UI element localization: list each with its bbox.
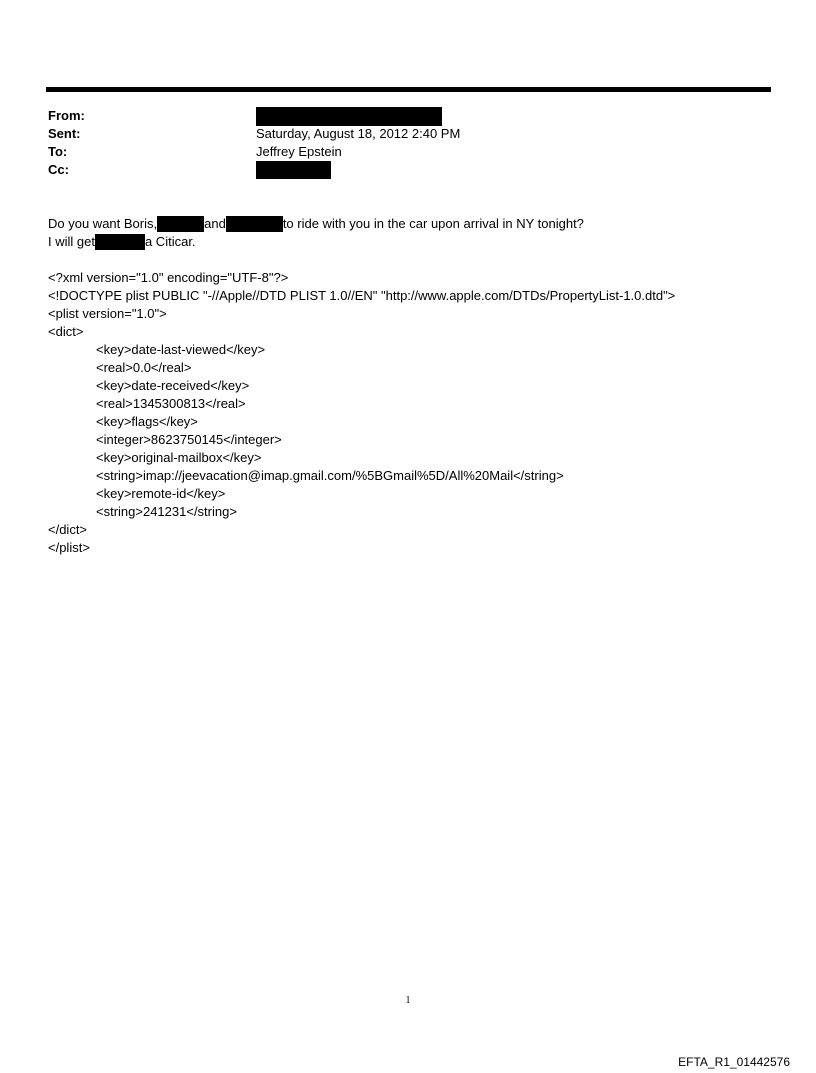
page-number: 1 (405, 995, 411, 1006)
xml-entry: <key>date-last-viewed</key> (96, 342, 266, 357)
from-value-redacted (256, 107, 442, 126)
redaction-box (256, 161, 331, 179)
xml-entry: <key>date-received</key> (96, 378, 250, 393)
xml-dict-open: <dict> (48, 324, 84, 339)
cc-value-redacted (256, 161, 331, 179)
message-line-2 (48, 233, 196, 251)
cc-label: Cc: (48, 162, 69, 177)
xml-entry: <real>0.0</real> (96, 360, 192, 375)
sent-value: Saturday, August 18, 2012 2:40 PM (256, 126, 461, 141)
redaction-box (256, 107, 442, 126)
to-value: Jeffrey Epstein (256, 144, 342, 159)
xml-entry: <string>241231</string> (96, 504, 237, 519)
xml-doctype: <!DOCTYPE plist PUBLIC "-//Apple//DTD PLIST 1.0//EN" "http://www.apple.com/DTDs/PropertyList-1.0.dtd"> (48, 288, 676, 303)
message-text: I will get (48, 234, 95, 249)
redaction-box (95, 234, 145, 250)
message-text: to ride with you in the car upon arrival in NY tonight? (282, 216, 584, 231)
xml-declaration: <?xml version="1.0" encoding="UTF-8"?> (48, 270, 289, 285)
redaction-box (157, 216, 204, 232)
xml-entry: <key>remote-id</key> (96, 486, 226, 501)
message-text: a Citicar. (144, 234, 196, 249)
redaction-box (226, 216, 283, 232)
from-label: From: (48, 108, 85, 123)
xml-entry: <string>imap://jeevacation@imap.gmail.com/%5BGmail%5D/All%20Mail</string> (96, 468, 564, 483)
to-label: To: (48, 144, 68, 159)
message-text: Do you want Boris, (48, 216, 158, 231)
xml-dict-close: </dict> (48, 522, 88, 537)
xml-plist-close: </plist> (48, 540, 90, 555)
xml-entry: <integer>8623750145</integer> (96, 432, 282, 447)
xml-entry: <key>flags</key> (96, 414, 198, 429)
bates-number: EFTA_R1_01442576 (678, 1055, 790, 1069)
sent-label: Sent: (48, 126, 81, 141)
xml-entry: <real>1345300813</real> (96, 396, 246, 411)
message-text: and (204, 216, 226, 231)
xml-entry: <key>original-mailbox</key> (96, 450, 262, 465)
header-rule (46, 87, 771, 92)
message-line-1 (48, 215, 584, 233)
xml-plist-open: <plist version="1.0"> (48, 306, 167, 321)
